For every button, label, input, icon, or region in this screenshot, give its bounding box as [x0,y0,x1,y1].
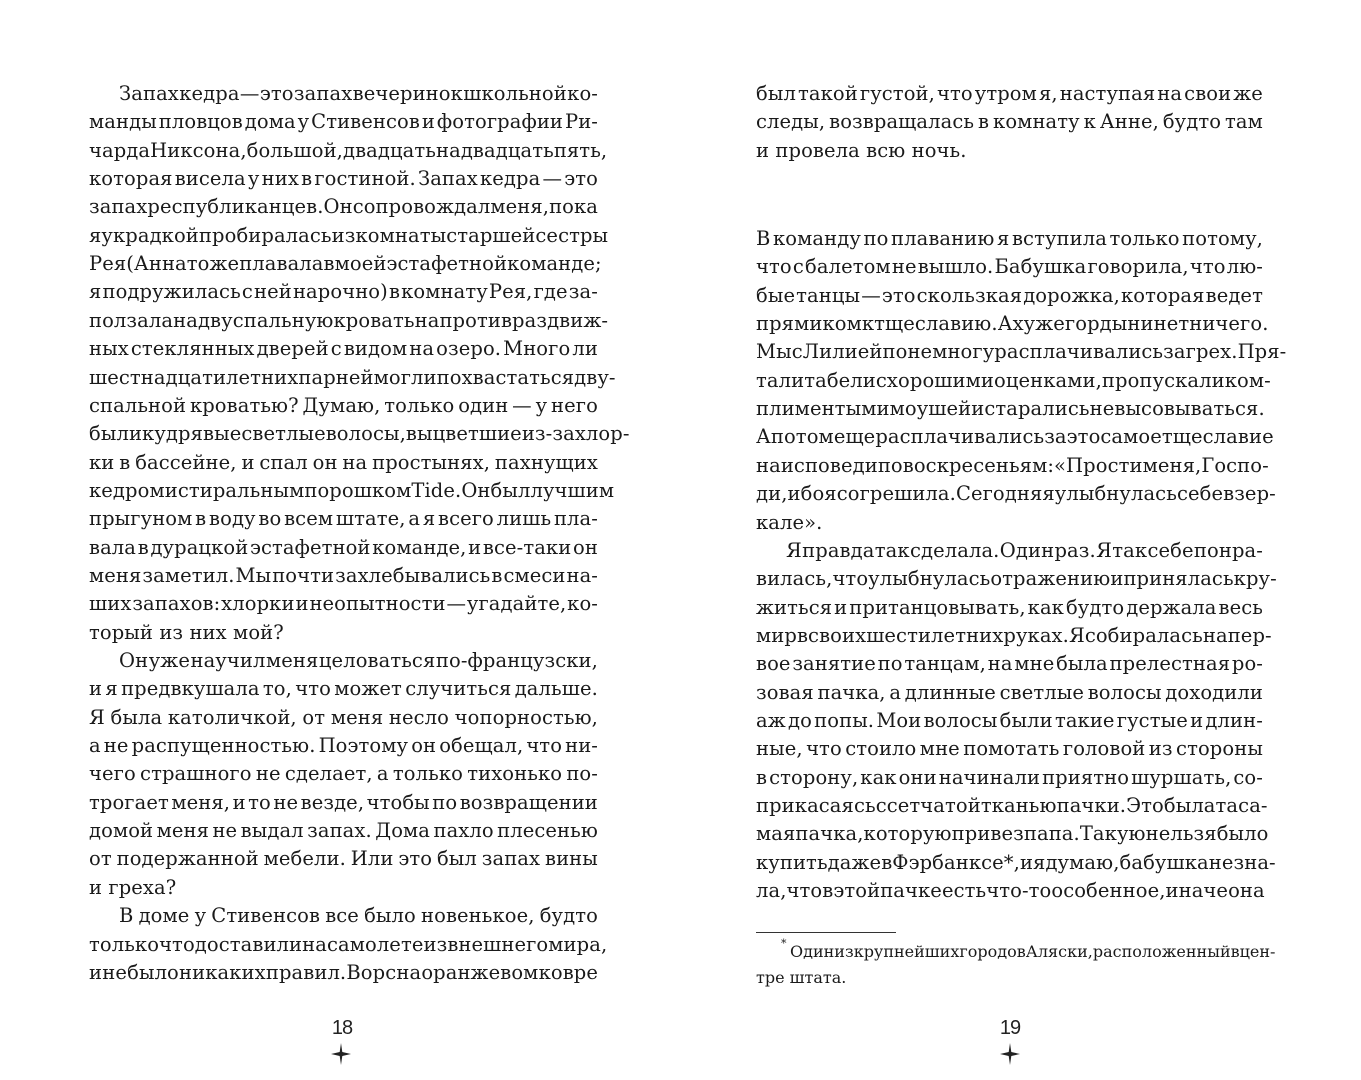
text-line: чего страшного не сделает, а только тихонько по- [89,762,598,786]
text-line: мая пачка, которую привез папа. Такую нельзя было [756,822,1269,846]
text-line: чарда Никсона, большой, двадцать на двадцать пять, [89,138,608,162]
text-line: Я правда так сделала. Один раз. Я так себе понра- [786,538,1263,562]
text-line: Он уже научил меня целоваться по-французски, [119,649,598,672]
text-line: на исповеди по воскресеньям: «Прости меня, Госпо- [756,453,1269,477]
text-line: ших запахов: хлорки и неопытности — угадайте, ко- [89,592,598,616]
text-line: ки в бассейне, и спал он на простынях, пахнущих [89,450,598,474]
star-ornament-icon [1000,1043,1020,1065]
text-line: ла, что в этой пачке есть что-то особенное, иначе она [756,879,1265,903]
text-line: житься и пританцовывать, как будто держала весь [756,595,1263,619]
text-line: домой меня не выдал запах. Дома пахло плесенью [89,819,598,843]
text-line: вала в дурацкой эстафетной команде, и все-таки он [89,535,598,559]
text-line: трогает меня, и то не везде, чтобы по возвращении [89,790,598,814]
text-line: Я была католичкой, от меня несло чопорностью, [89,705,598,729]
text-line: шестнадцатилетних парней могли похвастаться дву- [89,365,616,389]
text-line: кале». [756,510,823,534]
text-line: запах республиканцев. Он сопровождал меня, пока [89,195,599,219]
text-line: ные, что стоило мне помотать головой из стороны [756,737,1263,761]
text-line: В доме у Стивенсов все было новенькое, будто [119,904,598,928]
text-line: прямиком к тщеславию. А хуже гордыни нет ничего. [756,312,1269,336]
text-line: ных стеклянных дверей с видом на озеро. Много ли [89,337,598,361]
text-line: в сторону, как они начинали приятно шуршать, со- [756,765,1263,789]
text-line: которая висела у них в гостиной. Запах кедра — это [89,167,598,191]
text-line: В команду по плаванию я вступила только потому, [756,227,1263,250]
text-line: спальной кроватью? Думаю, только один — у него [89,393,598,417]
footnote-line: Один из крупнейших городов Аляски, расположенный в цен- [790,942,1276,961]
text-line: плименты мимо ушей и старались не высовываться. [756,397,1265,421]
text-line: и я предвкушала то, что может случиться дальше. [89,677,598,701]
text-line: вилась, что улыбнулась отражению и принялась кру- [756,567,1277,591]
text-line: Рея (Анна тоже плавала в моей эстафетной команде; [89,252,602,276]
text-line: торый из них мой? [89,620,284,644]
text-line: аж до попы. Мои волосы были такие густые и длин- [756,708,1263,732]
text-line: вое занятие по танцам, на мне была прелестная ро- [756,652,1263,676]
text-line: ди, ибо я согрешила. Сегодня я улыбнулась себе в зер- [756,482,1276,506]
text-line: прикасаясь с сетчатой тканью пачки. Это была та са- [756,794,1268,817]
text-line: прыгуном в воду во всем штате, а я всего лишь пла- [89,507,598,531]
text-line: тали табели с хорошими оценками, пропускали ком- [756,368,1271,392]
page-number-left: 18 [331,1017,353,1039]
text-line: ползала на двуспальную кровать напротив раздвиж- [89,308,609,332]
text-line: был такой густой, что утром я, наступая на свои же [756,82,1263,105]
text-line: кедром и стиральным порошком Tide. Он был лучшим [89,478,615,502]
text-line: от подержанной мебели. Или это был запах вины [89,847,598,871]
text-line: зовая пачка, а длинные светлые волосы доходили [756,680,1263,704]
text-line: я подружилась с ней нарочно) в комнату Рея, где за- [89,280,598,304]
text-line: меня заметил. Мы почти захлебывались в смеси на- [89,563,598,587]
text-line: и провела всю ночь. [756,138,967,162]
text-line: были кудрявые светлые волосы, выцветшие из-за хлор- [89,422,630,446]
text-line: купить даже в Фэрбанксе*, и я думаю, бабушка не зна- [756,850,1276,874]
text-line: только что доставили на самолете из внешнего мира, [89,932,608,956]
text-line: и не было никаких правил. Ворс на оранжевом ковре [89,960,598,984]
footnote-rule [756,932,896,933]
text-line: мир в своих шестилетних руках. Я собиралась на пер- [756,623,1272,647]
text-line: что с балетом не вышло. Бабушка говорила, что лю- [756,255,1263,279]
footnote-mark: * [781,937,787,950]
text-line: Запах кедра — это запах вечеринок школьной ко- [119,82,598,105]
text-line: бые танцы — это скользкая дорожка, которая ведет [756,283,1263,307]
page-number-right: 19 [999,1017,1021,1039]
footnote-line: тре штата. [756,968,847,987]
text-line: Мы с Лилией понемногу расплачивались за грех. Пря- [756,340,1287,364]
text-line: а не распущенностью. Поэтому он обещал, что ни- [89,734,598,758]
text-line: я украдкой пробиралась из комнаты старшей сестры [89,223,609,247]
text-line: и греха? [89,875,177,899]
text-line: манды пловцов дома у Стивенсов и фотографии Ри- [89,110,598,134]
star-ornament-icon [331,1043,351,1065]
text-line: следы, возвращалась в комнату к Анне, будто там [756,110,1263,134]
text-line: А потом еще расплачивались за это самое тщеславие [756,425,1274,449]
